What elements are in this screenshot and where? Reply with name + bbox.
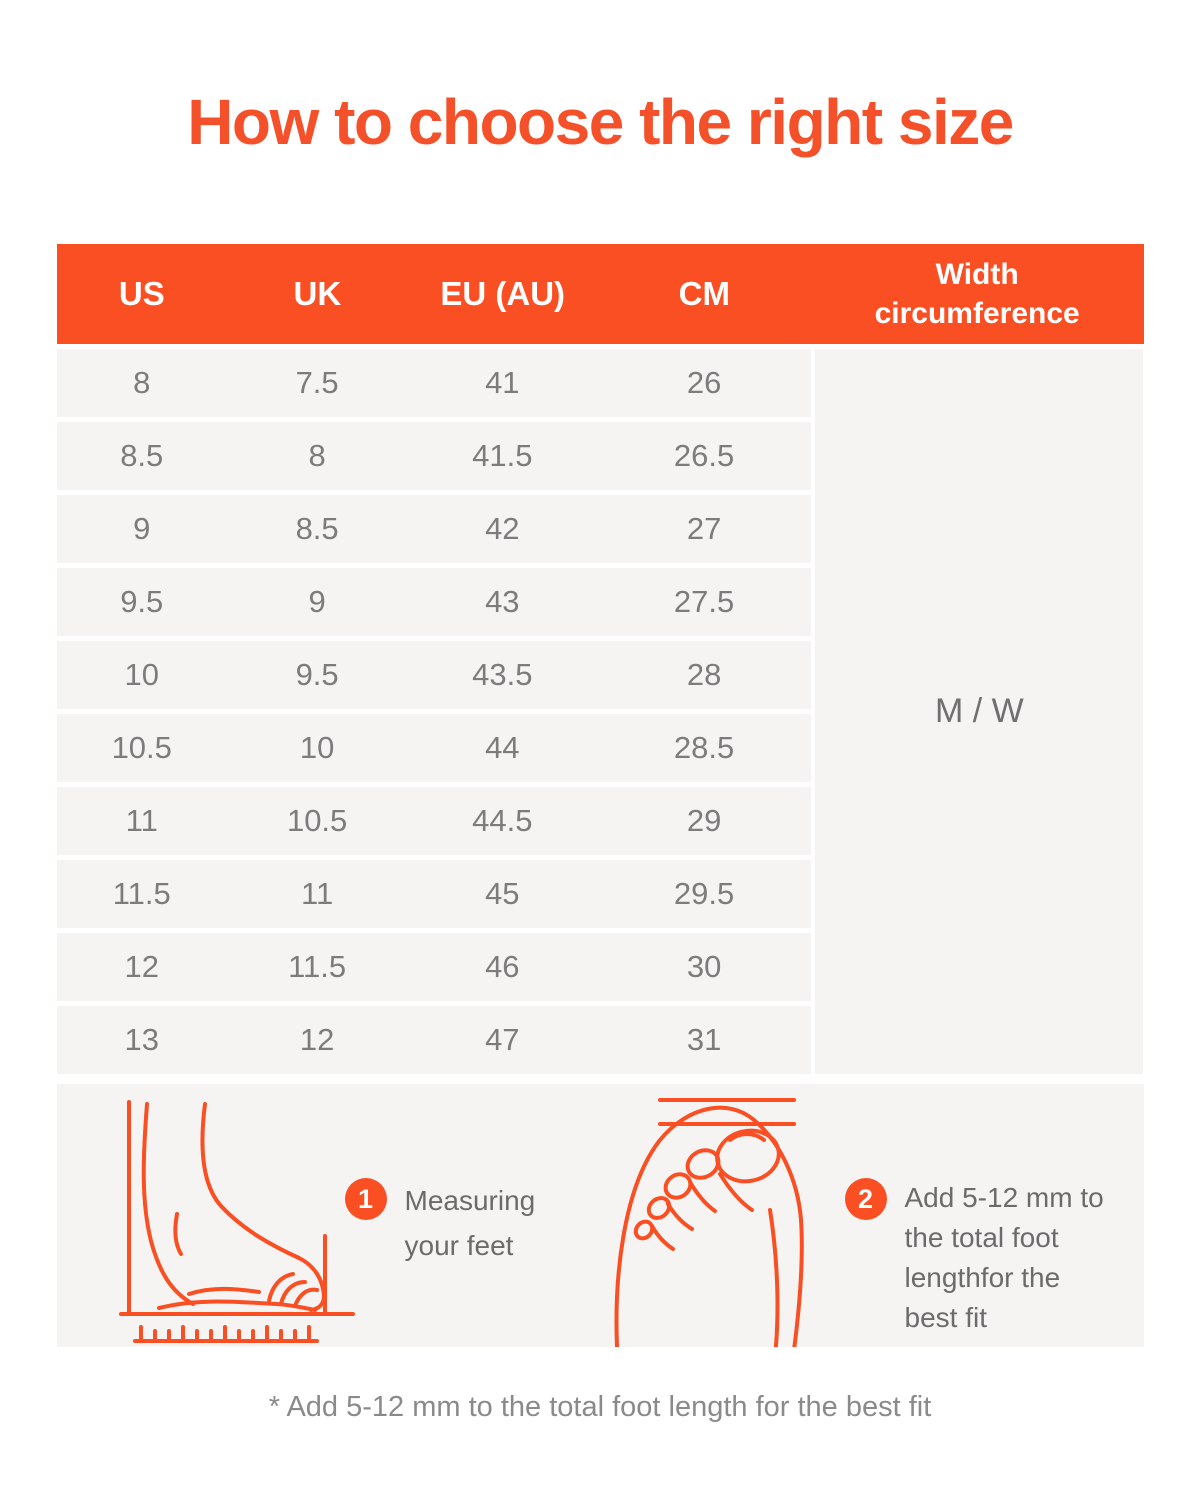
table-cell: 41.5 <box>472 438 533 473</box>
table-row <box>57 495 811 563</box>
table-cell: 30 <box>686 949 722 984</box>
table-row <box>57 860 811 928</box>
table-cell: 44.5 <box>472 803 533 838</box>
table-cell: 9 <box>308 584 326 619</box>
table-cell: 27.5 <box>673 584 735 619</box>
table-cell: 28 <box>686 657 722 692</box>
table-cell: 8.5 <box>120 438 164 473</box>
table-cell: 7.5 <box>295 365 339 400</box>
table-cell: 28.5 <box>673 730 735 765</box>
step-1-line-1: Measuring <box>404 1185 536 1216</box>
table-cell: 29 <box>686 803 722 838</box>
header-uk: UK <box>293 275 342 312</box>
table-cell: 46 <box>485 949 520 984</box>
table-cell: 12 <box>299 1022 335 1057</box>
table-cell: 41 <box>485 365 520 400</box>
table-cell: 27 <box>686 511 722 546</box>
table-row <box>57 1006 811 1074</box>
table-cell: 11.5 <box>288 949 347 984</box>
table-cell: 11.5 <box>112 876 171 911</box>
size-table <box>57 244 1144 1074</box>
step-2-line-3: lengthfor the <box>904 1262 1061 1293</box>
table-cell: 42 <box>485 511 520 546</box>
table-cell: 10.5 <box>111 730 172 765</box>
width-circumference-cell <box>815 349 1143 1074</box>
table-cell: 31 <box>686 1022 722 1057</box>
table-cell: 12 <box>124 949 159 984</box>
step-1-text <box>405 1178 536 1268</box>
header-width-circumference <box>811 244 1144 344</box>
table-row <box>57 933 811 1001</box>
table-cell: 43.5 <box>472 657 533 692</box>
table-row <box>57 641 811 709</box>
step-2-line-1: Add 5-12 mm to <box>904 1182 1104 1213</box>
page-title: How to choose the right size <box>187 86 1013 158</box>
table-cell: 44 <box>485 730 520 765</box>
table-cell: 13 <box>124 1022 159 1057</box>
table-row <box>57 787 811 855</box>
measuring-instructions-panel <box>57 1084 1144 1347</box>
step-2-line-2: the total foot <box>904 1222 1059 1253</box>
step-2-text <box>905 1178 1104 1338</box>
table-cell: 43 <box>485 584 520 619</box>
header-eu-au: EU (AU) <box>440 275 566 312</box>
table-body <box>57 349 1144 1074</box>
width-circumference-value: M / W <box>934 692 1024 730</box>
step-2 <box>845 1178 1104 1338</box>
step-1 <box>345 1178 536 1268</box>
table-cell: 47 <box>485 1022 520 1057</box>
step-1-number-badge: 1 <box>345 1178 387 1220</box>
table-cell: 8 <box>308 438 326 473</box>
table-cell: 8 <box>133 365 151 400</box>
table-cell: 26 <box>686 365 722 400</box>
foot-side-ruler-illustration-icon <box>119 1096 355 1344</box>
size-rows <box>57 349 811 1074</box>
table-row <box>57 349 811 417</box>
table-row <box>57 568 811 636</box>
table-cell: 11 <box>301 876 334 911</box>
table-cell: 9.5 <box>295 657 339 692</box>
foot-top-measure-illustration-icon <box>602 1090 852 1347</box>
table-cell: 45 <box>485 876 520 911</box>
table-cell: 10 <box>124 657 159 692</box>
footnote: * Add 5-12 mm to the total foot length for the best fit <box>268 1391 932 1423</box>
table-cell: 9 <box>133 511 151 546</box>
table-cell: 8.5 <box>295 511 339 546</box>
table-cell: 9.5 <box>120 584 164 619</box>
table-row <box>57 422 811 490</box>
table-cell: 29.5 <box>673 876 735 911</box>
header-width-circumference-label: Width circumference <box>874 258 1080 330</box>
step-2-number-badge: 2 <box>845 1178 887 1220</box>
step-2-line-4: best fit <box>904 1302 987 1333</box>
table-cell: 26.5 <box>673 438 735 473</box>
table-cell: 10 <box>299 730 335 765</box>
table-cell: 11 <box>125 803 158 838</box>
table-row <box>57 714 811 782</box>
table-header-row <box>57 244 1144 344</box>
table-cell: 10.5 <box>286 803 348 838</box>
step-1-line-2: your feet <box>404 1230 514 1261</box>
header-cm: CM <box>678 275 730 312</box>
header-us: US <box>118 275 165 312</box>
